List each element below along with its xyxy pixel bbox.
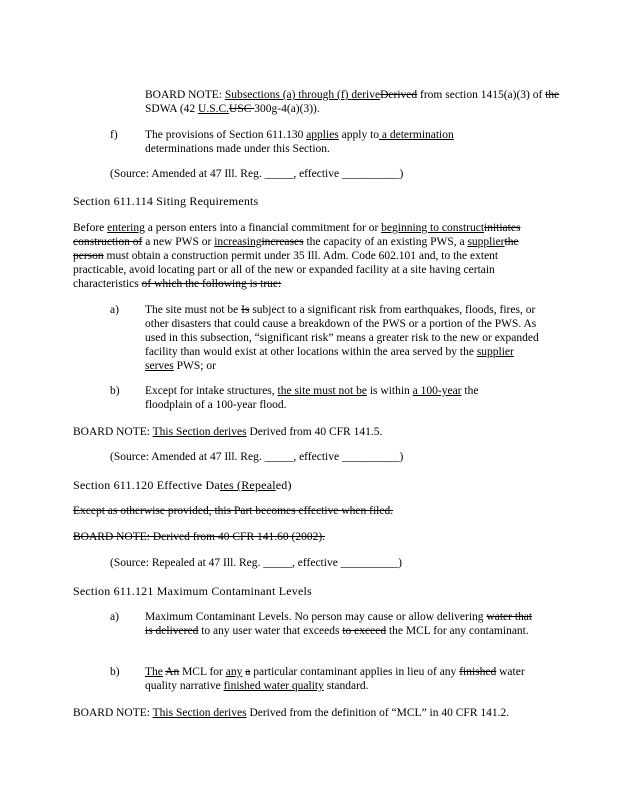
- item-f-label: f): [110, 129, 118, 141]
- item-b-label-2: b): [110, 666, 120, 678]
- item-a-text: The site must not be Is subject to a significant risk from earthquakes, floods, fires, or other disasters that could cause a breakdown of the PWS or a portion of the PWS. As used in this subsection, “significant risk” means a greater risk to the new or expanded facility than would exist at other locations within the area served by the supplier serves PWS; or: [145, 304, 539, 372]
- item-b-text: Except for intake structures, the site must not be is within a 100-year the floodplain of a 100-year flood.: [145, 385, 479, 411]
- item-b-text-2: The An MCL for any a particular contaminant applies in lieu of any finished water quality narrative finished water quality standard.: [145, 666, 525, 692]
- item-a-label-2: a): [110, 611, 119, 623]
- section-611-121-heading: Section 611.121 Maximum Contaminant Levels: [73, 584, 312, 598]
- item-a-label: a): [110, 304, 119, 316]
- section-611-114-paragraph: Before entering a person enters into a financial commitment for or beginning to constructinitiates construction of a new PWS or increasingincreases the capacity of an existing PWS, a supplierthe person must obtain a construction permit under 35 Ill. Adm. Code 602.101 and, to the extent practicable, avoid locating part or all of the new or expanded facility at a site having certain characteristics of which the following is true:: [73, 222, 521, 290]
- section-611-121-board-note: BOARD NOTE: This Section derives Derived from the definition of “MCL” in 40 CFR 141.2.: [73, 707, 510, 719]
- section-611-120-struck-text: Except as otherwise provided, this Part becomes effective when filed.: [73, 505, 394, 517]
- item-f-text: The provisions of Section 611.130 applies apply to a determination determinations made under this Section.: [145, 129, 454, 155]
- section-611-114-heading: Section 611.114 Siting Requirements: [73, 194, 259, 208]
- source-note-1: (Source: Amended at 47 Ill. Reg. _____, effective __________): [110, 168, 404, 180]
- section-611-114-board-note: BOARD NOTE: This Section derives Derived from 40 CFR 141.5.: [73, 426, 383, 438]
- item-b-label: b): [110, 385, 120, 397]
- section-611-120-struck-board-note: BOARD NOTE: Derived from 40 CFR 141.60 (2002).: [73, 531, 326, 543]
- section-611-120-heading: Section 611.120 Effective Dates (Repealed): [73, 478, 292, 492]
- board-note-subsections: BOARD NOTE: Subsections (a) through (f) deriveDerived from section 1415(a)(3) of the SDWA (42 U.S.C.USC 300g-4(a)(3)).: [145, 89, 560, 115]
- item-a-text-2: Maximum Contaminant Levels. No person may cause or allow delivering water that is delivered to any user water that exceeds to exceed the MCL for any contaminant.: [145, 611, 533, 637]
- source-note-2: (Source: Amended at 47 Ill. Reg. _____, effective __________): [110, 451, 404, 463]
- source-note-3: (Source: Repealed at 47 Ill. Reg. _____, effective __________): [110, 557, 402, 569]
